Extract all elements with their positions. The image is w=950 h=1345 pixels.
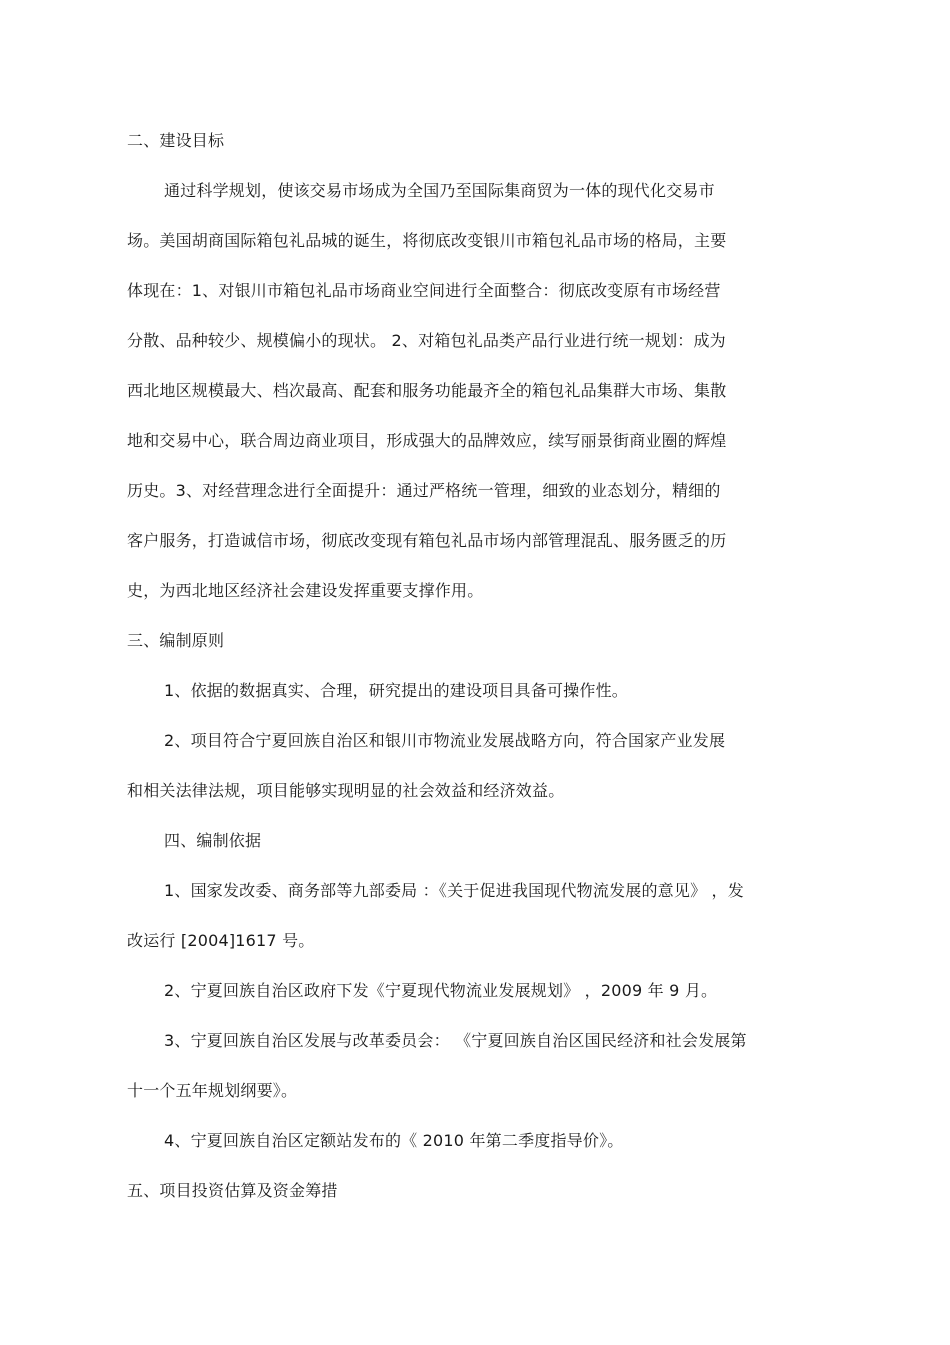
goals-paragraph-line-6: 地和交易中心，联合周边商业项目，形成强大的品牌效应，续写丽景街商业圈的辉煌 <box>127 431 727 450</box>
basis-3-line-2: 十一个五年规划纲要》。 <box>127 1081 298 1100</box>
goals-paragraph-line-7: 历史。3、对经营理念进行全面提升：通过严格统一管理，细致的业态划分，精细的 <box>127 481 721 500</box>
basis-3-line-1: 3、宁夏回族自治区发展与改革委员会： 《宁夏回族自治区国民经济和社会发展第 <box>164 1031 747 1050</box>
goals-paragraph-line-1: 通过科学规划，使该交易市场成为全国乃至国际集商贸为一体的现代化交易市 <box>164 181 715 200</box>
principle-2-line-2: 和相关法律法规，项目能够实现明显的社会效益和经济效益。 <box>127 781 565 800</box>
basis-4: 4、宁夏回族自治区定额站发布的《 2010 年第二季度指导价》。 <box>164 1131 624 1150</box>
goals-paragraph-line-3: 体现在：1、对银川市箱包礼品市场商业空间进行全面整合：彻底改变原有市场经营 <box>127 281 721 300</box>
goals-paragraph-line-5: 西北地区规模最大、档次最高、配套和服务功能最齐全的箱包礼品集群大市场、集散 <box>127 381 727 400</box>
heading-compilation-principles: 三、编制原则 <box>127 631 225 650</box>
principle-1: 1、依据的数据真实、合理，研究提出的建设项目具备可操作性。 <box>164 681 628 700</box>
goals-paragraph-line-9: 史，为西北地区经济社会建设发挥重要支撑作用。 <box>127 581 484 600</box>
basis-2: 2、宁夏回族自治区政府下发《宁夏现代物流业发展规划》 ，2009 年 9 月。 <box>164 981 718 1000</box>
heading-construction-goals: 二、建设目标 <box>127 131 225 150</box>
principle-2-line-1: 2、项目符合宁夏回族自治区和银川市物流业发展战略方向，符合国家产业发展 <box>164 731 726 750</box>
goals-paragraph-line-2: 场。美国胡商国际箱包礼品城的诞生，将彻底改变银川市箱包礼品市场的格局，主要 <box>127 231 727 250</box>
basis-1-line-2: 改运行 [2004]1617 号。 <box>127 931 315 950</box>
goals-paragraph-line-8: 客户服务，打造诚信市场，彻底改变现有箱包礼品市场内部管理混乱、服务匮乏的历 <box>127 531 727 550</box>
heading-investment-estimate: 五、项目投资估算及资金筹措 <box>127 1181 338 1200</box>
goals-paragraph-line-4: 分散、品种较少、规模偏小的现状。 2、对箱包礼品类产品行业进行统一规划：成为 <box>127 331 726 350</box>
heading-compilation-basis: 四、编制依据 <box>164 831 262 850</box>
basis-1-line-1: 1、国家发改委、商务部等九部委局 ：《关于促进我国现代物流发展的意见》 ，发 <box>164 881 744 900</box>
